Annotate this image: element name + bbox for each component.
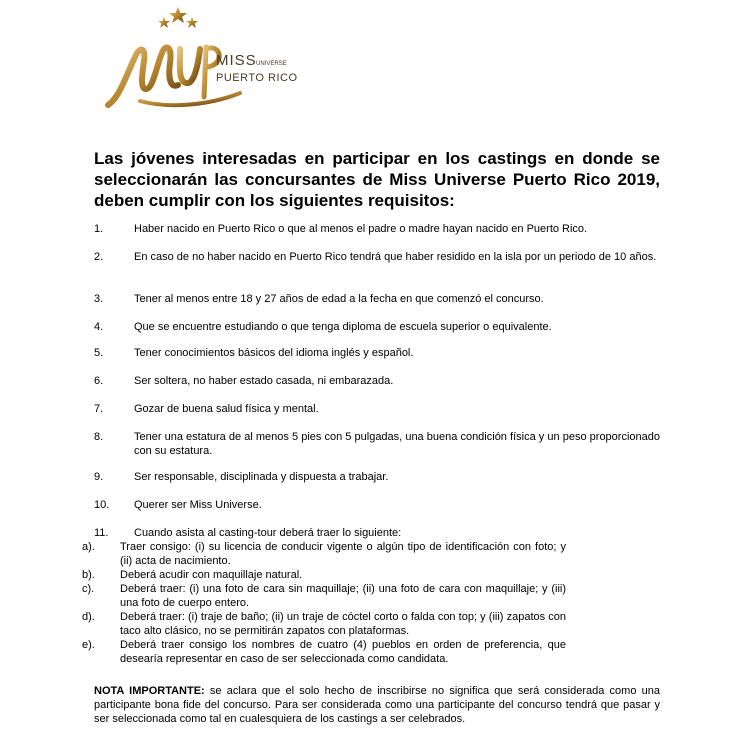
requirement-item: [94, 526, 660, 540]
requirement-item: [94, 402, 660, 416]
requirement-number: 2.: [94, 251, 104, 263]
requirement-item: [94, 320, 660, 334]
requirement-text: Tener una estatura de al menos 5 pies con 5 pulgadas, una buena condición física y un peso proporcionado con su estatura.: [134, 431, 660, 457]
star-icon: [158, 17, 170, 28]
note-text: se aclara que el solo hecho de inscribirse no significa que será considerada como una participante bona fide del concurso. Para ser considerada como una participante del concurso tendrá que pasar y ser seleccionada como tal en cualesquiera de los castings a ser celebrados.: [94, 685, 661, 725]
requirement-number: 1.: [94, 223, 104, 235]
requirement-item: [94, 250, 660, 264]
casting-item-letter: d).: [82, 611, 95, 623]
logo-word-miss: MISS: [216, 52, 257, 69]
requirement-text: Tener conocimientos básicos del idioma inglés y español.: [134, 347, 414, 359]
star-icon: [186, 17, 198, 28]
casting-item-letter: e).: [82, 639, 95, 651]
requirement-item: [94, 346, 660, 360]
requirement-item: [94, 430, 660, 458]
requirement-text: Que se encuentre estudiando o que tenga diploma de escuela superior o equivalente.: [134, 321, 552, 333]
requirement-number: 4.: [94, 321, 104, 333]
requirement-number: 11.: [94, 527, 109, 539]
requirement-number: 10.: [94, 499, 110, 511]
casting-item: [82, 582, 566, 610]
casting-item: [82, 610, 566, 638]
requirement-text: Tener al menos entre 18 y 27 años de edad a la fecha en que comenzó el concurso.: [134, 293, 544, 305]
requirement-text: Gozar de buena salud física y mental.: [134, 403, 319, 415]
requirement-item: [94, 470, 660, 484]
important-note: [94, 684, 660, 726]
requirement-text: En caso de no haber nacido en Puerto Rico tendrá que haber residido en la isla por un periodo de 10 años.: [134, 251, 657, 263]
requirement-item: [94, 222, 660, 236]
casting-item-text: Traer consigo: (i) su licencia de conducir vigente o algún tipo de identificación con foto; y (ii) acta de nacimiento.: [120, 541, 566, 567]
casting-item-letter: a).: [82, 541, 95, 553]
casting-item: [82, 568, 566, 582]
requirement-number: 5.: [94, 347, 104, 359]
casting-item-text: Deberá acudir con maquillaje natural.: [120, 569, 303, 581]
requirement-text: Cuando asista al casting-tour deberá traer lo siguiente:: [134, 527, 402, 539]
requirement-item: [94, 498, 660, 512]
intro-heading: Las jóvenes interesadas en participar en los castings en donde se seleccionarán las concursantes de Miss Universe Puerto Rico 2019, deben cumplir con los siguientes requisitos:: [94, 149, 660, 210]
casting-item-text: Deberá traer: (i) traje de baño; (ii) un traje de cóctel corto o falda con top; y (iii) zapatos con taco alto clásico, no se permitirán zapatos con plataformas.: [120, 611, 566, 637]
casting-item-letter: c).: [82, 583, 95, 595]
casting-items-list: [82, 540, 566, 666]
requirement-number: 7.: [94, 403, 104, 415]
logo-word-universe: UNIVERSE: [256, 61, 287, 67]
casting-item-text: Deberá traer: (i) una foto de cara sin maquillaje; (ii) una foto de cara con maquillaje; y (iii) una foto de cuerpo entero.: [120, 583, 566, 609]
casting-item: [82, 638, 566, 666]
requirement-item: [94, 292, 660, 306]
casting-item-text: Deberá traer consigo los nombres de cuatro (4) pueblos en orden de preferencia, que desearía representar en caso de ser seleccionada como candidata.: [120, 639, 566, 665]
note-label: NOTA IMPORTANTE:: [94, 685, 205, 697]
casting-item: [82, 540, 566, 568]
requirement-number: 3.: [94, 293, 104, 305]
logo-graphic: [100, 5, 310, 115]
miss-universe-puerto-rico-logo: [100, 5, 310, 115]
casting-item-letter: b).: [82, 569, 95, 581]
logo-word-puerto-rico: PUERTO RICO: [216, 72, 298, 84]
requirement-number: 8.: [94, 431, 104, 443]
requirement-text: Ser responsable, disciplinada y dispuesta a trabajar.: [134, 471, 389, 483]
requirement-number: 9.: [94, 471, 104, 483]
star-icon: [169, 7, 187, 23]
requirement-number: 6.: [94, 375, 104, 387]
requirement-text: Haber nacido en Puerto Rico o que al menos el padre o madre hayan nacido en Puerto Rico.: [134, 223, 588, 235]
requirement-item: [94, 374, 660, 388]
requirement-text: Ser soltera, no haber estado casada, ni embarazada.: [134, 375, 394, 387]
requirement-text: Querer ser Miss Universe.: [134, 499, 262, 511]
